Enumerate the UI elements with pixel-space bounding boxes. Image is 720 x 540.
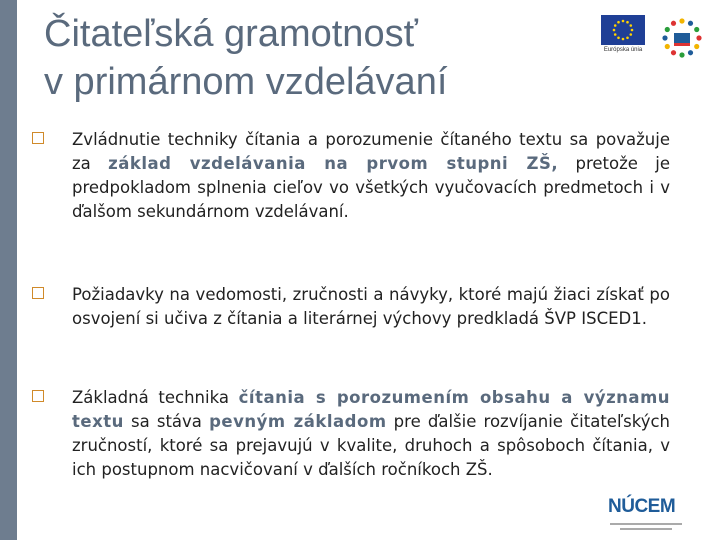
bullet-text xyxy=(72,283,670,331)
eu-caption: Európska únia xyxy=(603,47,643,53)
title-line-1: Čitateľská gramotnosť xyxy=(44,13,418,55)
nucem-logo-text: NÚCEM xyxy=(608,496,676,517)
bullet-text xyxy=(72,386,670,482)
body-text: Požiadavky na vedomosti, zručnosti a návyky, ktoré majú žiaci získať po osvojení si učiva z čítania a literárnej výchovy predkladá ŠVP ISCED1. xyxy=(72,285,670,328)
body-text: Zvládnutie techniky čítania a porozumenie čítaného textu sa považuje za xyxy=(72,130,670,173)
body-text: pretože je predpokladom splnenia cieľov vo všetkých vyučovacích predmetoch i v ďalšom sekundárnom vzdelávaní. xyxy=(72,154,670,221)
square-bullet-icon xyxy=(32,390,44,402)
title-line-2: v primárnom vzdelávaní xyxy=(44,61,448,103)
body-text: sa stáva xyxy=(123,412,210,431)
eu-flag-icon xyxy=(601,15,645,45)
nucem-fineprint-icon xyxy=(608,521,686,533)
nucem-logo xyxy=(608,496,686,532)
highlighted-text: základ vzdelávania na prvom stupni ZŠ, xyxy=(108,154,559,173)
page-title xyxy=(44,10,564,106)
bullet-text xyxy=(72,128,670,224)
body-text: pre ďalšie rozvíjanie čitateľských zručností, ktoré sa prejavujú v kvalite, druhoch a spôsoboch čítania, v ich postupnom nacvičovaní v ďalších ročníkoch ZŠ. xyxy=(72,412,670,479)
body-text: Základná technika xyxy=(72,388,239,407)
highlighted-text: pevným základom xyxy=(209,412,387,431)
esf-star-logo-icon xyxy=(660,14,704,62)
left-accent-bar xyxy=(0,0,17,540)
highlighted-text: čítania s porozumením obsahu a významu textu xyxy=(72,388,671,431)
square-bullet-icon xyxy=(32,287,44,299)
square-bullet-icon xyxy=(32,132,44,144)
eu-logo xyxy=(599,15,647,61)
